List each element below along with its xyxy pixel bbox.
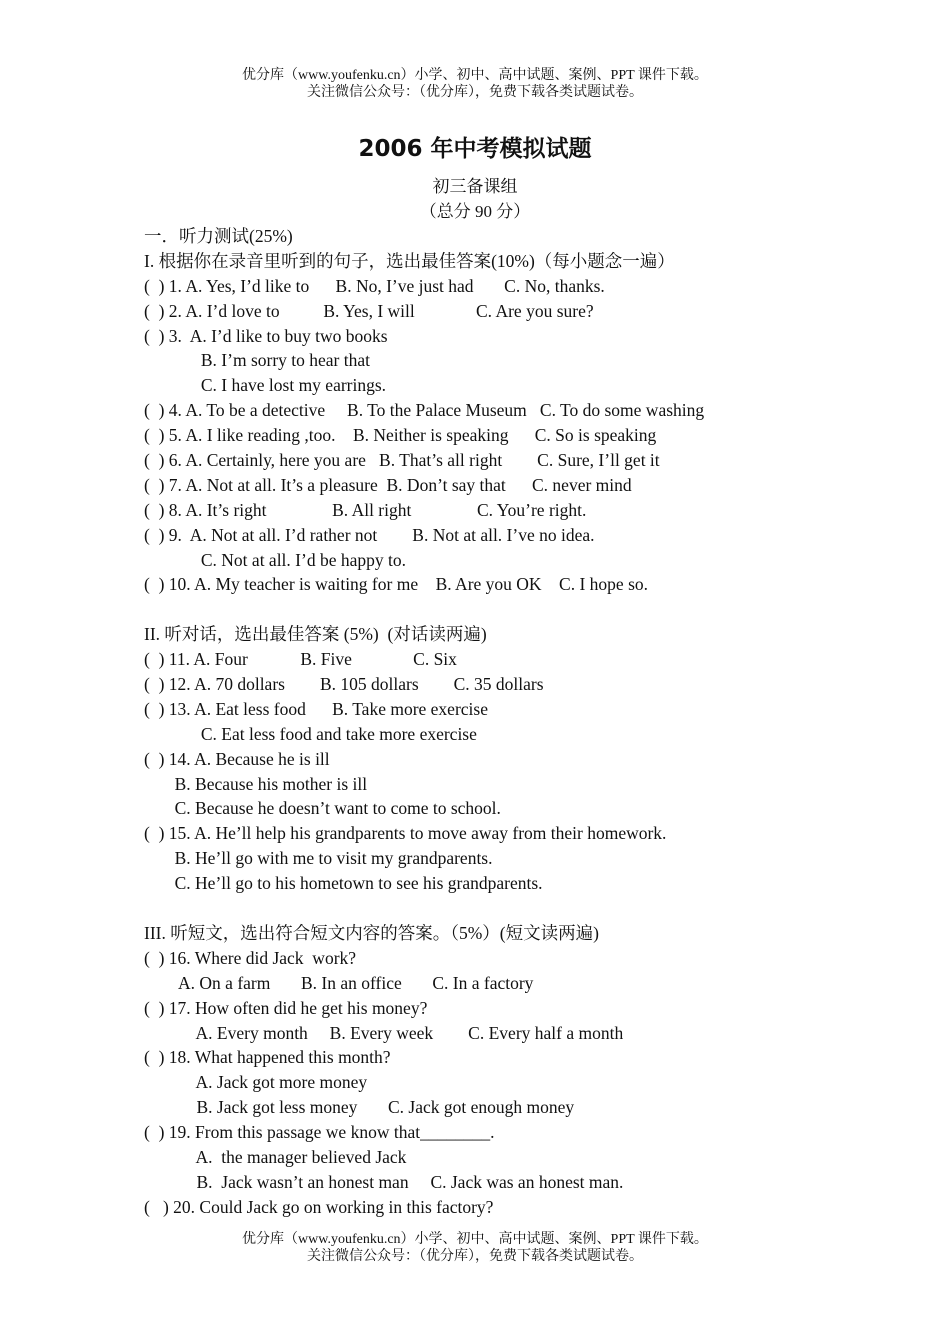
blank-line [144, 896, 824, 921]
text-line: ( ) 8. A. It’s right B. All right C. You’re right. [144, 499, 587, 520]
exam-content [144, 224, 824, 1220]
text-line: 一．听力测试(25%) [144, 226, 293, 246]
blank-line [144, 597, 824, 622]
text-line: C. Not at all. I’d be happy to. [144, 549, 406, 570]
text-line: B. Because his mother is ill [144, 773, 368, 794]
text-line: ( ) 17. How often did he get his money? [144, 997, 428, 1018]
page-title: 2006 年中考模拟试题 [358, 136, 592, 162]
text-line: ( ) 5. A. I like reading ,too. B. Neither is speaking C. So is speaking [144, 425, 657, 446]
header-line-1: 优分库（www.youfenku.cn）小学、初中、高中试题、案例、PPT 课件下载。 [242, 68, 708, 83]
text-line: C. Eat less food and take more exercise [144, 723, 477, 744]
header-line-2: 关注微信公众号：（优分库），免费下载各类试题试卷。 [307, 85, 643, 100]
text-line: III. 听短文，选出符合短文内容的答案。（5%）(短文读两遍) [144, 922, 599, 943]
text-line: A. On a farm B. In an office C. In a factory [144, 972, 534, 993]
text-line: ( ) 11. A. Four B. Five C. Six [144, 649, 457, 670]
text-line: A. Jack got more money [144, 1072, 368, 1093]
footer-banner [0, 1231, 950, 1265]
text-line: C. I have lost my earrings. [144, 375, 387, 396]
text-line: ( ) 19. From this passage we know that________. [144, 1122, 495, 1143]
text-line: A. Every month B. Every week C. Every half a month [144, 1022, 624, 1043]
text-line: A. the manager believed Jack [144, 1146, 407, 1167]
footer-line-2: 关注微信公众号：（优分库），免费下载各类试题试卷。 [307, 1249, 643, 1264]
subtitle: 初三备课组 [432, 177, 518, 196]
header-banner [0, 67, 950, 101]
text-line: ( ) 18. What happened this month? [144, 1047, 391, 1068]
text-line: ( ) 9. A. Not at all. I’d rather not B. Not at all. I’ve no idea. [144, 524, 595, 545]
text-line: ( ) 12. A. 70 dollars B. 105 dollars C. 35 dollars [144, 674, 544, 695]
text-line: B. Jack got less money C. Jack got enough money [144, 1097, 575, 1118]
text-line: ( ) 7. A. Not at all. It’s a pleasure B. Don’t say that C. never mind [144, 474, 632, 495]
text-line: II. 听对话，选出最佳答案 (5%) (对话读两遍) [144, 624, 487, 645]
text-line: ( ) 6. A. Certainly, here you are B. That’s all right C. Sure, I’ll get it [144, 450, 660, 471]
text-line: B. Jack wasn’t an honest man C. Jack was an honest man. [144, 1171, 624, 1192]
total-score: （总分 90 分） [419, 202, 531, 221]
text-line: ( ) 1. A. Yes, I’d like to B. No, I’ve just had C. No, thanks. [144, 275, 605, 296]
text-line: C. He’ll go to his hometown to see his grandparents. [144, 873, 543, 894]
text-line: C. Because he doesn’t want to come to school. [144, 798, 501, 819]
text-line: ( ) 2. A. I’d love to B. Yes, I will C. Are you sure? [144, 300, 594, 321]
text-line: ( ) 15. A. He’ll help his grandparents to move away from their homework. [144, 823, 667, 844]
text-line: B. I’m sorry to hear that [144, 350, 370, 371]
text-line: ( ) 16. Where did Jack work? [144, 947, 357, 968]
text-line: ( ) 3. A. I’d like to buy two books [144, 325, 388, 346]
text-line: ( ) 20. Could Jack go on working in this factory? [144, 1196, 494, 1217]
text-line: ( ) 13. A. Eat less food B. Take more exercise [144, 698, 488, 719]
text-line: ( ) 10. A. My teacher is waiting for me B. Are you OK C. I hope so. [144, 574, 649, 595]
text-line: ( ) 14. A. Because he is ill [144, 748, 330, 769]
footer-line-1: 优分库（www.youfenku.cn）小学、初中、高中试题、案例、PPT 课件下载。 [242, 1232, 708, 1247]
text-line: B. He’ll go with me to visit my grandparents. [144, 848, 493, 869]
text-line: ( ) 4. A. To be a detective B. To the Palace Museum C. To do some washing [144, 400, 705, 421]
text-line: I. 根据你在录音里听到的句子，选出最佳答案(10%)（每小题念一遍） [144, 250, 675, 271]
